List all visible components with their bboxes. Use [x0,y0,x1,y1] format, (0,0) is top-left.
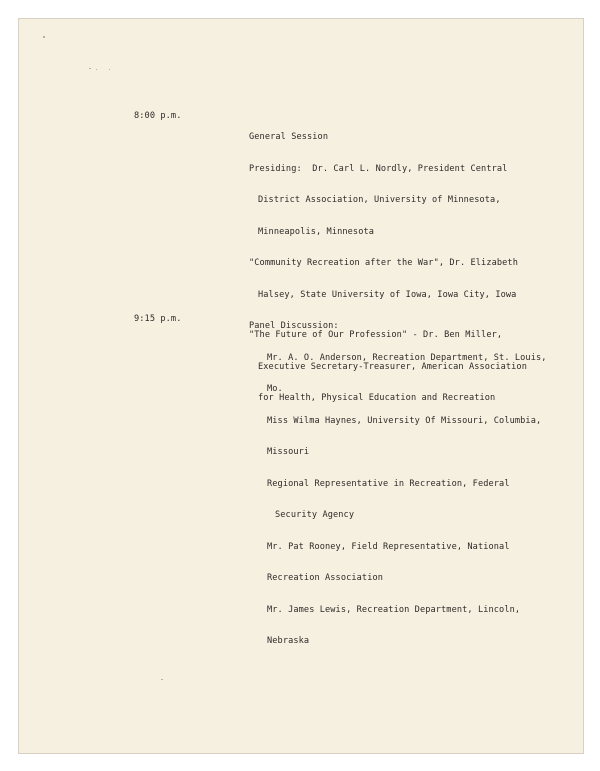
session-time: 9:15 p.m. [134,314,182,324]
paper-speck [43,36,45,38]
session-line: Mr. A. O. Anderson, Recreation Department, St. Louis, [267,352,547,363]
session-line: Nebraska [267,636,310,646]
session-line: Panel Discussion: [249,321,339,331]
session-line: General Session [249,132,329,142]
session-line: Mo. [267,384,283,394]
session-line: Executive Secretary-Treasurer, American Association [258,361,527,372]
paper-speck [96,69,97,70]
session-line: Halsey, State University of Iowa, Iowa City, Iowa [258,289,517,300]
session-line: District Association, University of Minnesota, [258,195,501,205]
session-line: "Community Recreation after the War", Dr. Elizabeth [249,258,518,268]
session-line: Presiding: Dr. Carl L. Nordly, President Central [249,163,508,174]
typed-page [18,18,584,754]
session-time: 8:00 p.m. [134,111,182,121]
session-line: Security Agency [275,510,355,520]
session-line: Regional Representative in Recreation, Federal [267,478,510,489]
session-line: Mr. Pat Rooney, Field Representative, National [267,541,510,552]
paper-speck [161,679,163,680]
paper-speck [89,68,91,69]
session-line: "The Future of Our Profession" - Dr. Ben Miller, [249,330,503,340]
session-details [249,309,589,425]
session-line: for Health, Physical Education and Recreation [258,393,496,403]
session-line: Recreation Association [267,573,384,583]
session-line: Minneapolis, Minnesota [258,226,375,237]
session-line: Missouri [267,447,310,457]
session-line: Miss Wilma Haynes, University Of Missouri, Columbia, [267,415,542,426]
paper-speck [109,69,110,70]
session-line: Mr. James Lewis, Recreation Department, Lincoln, [267,604,521,615]
